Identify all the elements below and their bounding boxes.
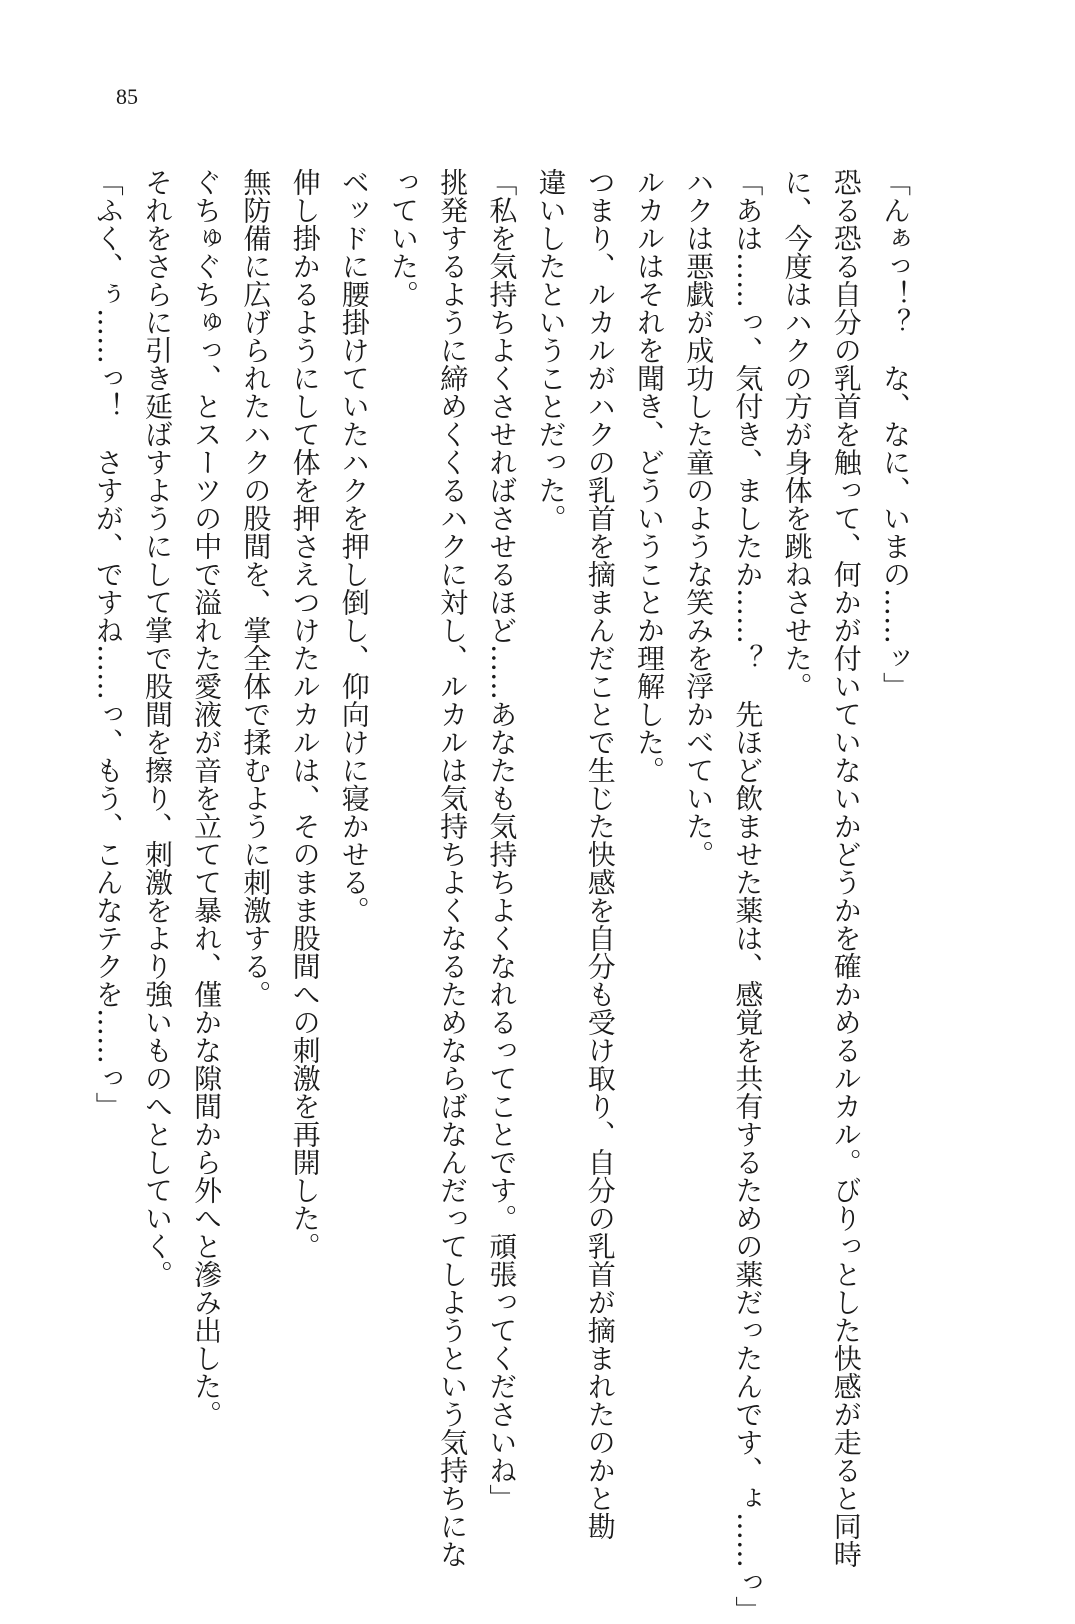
text-line: 無防備に広げられたハクの股間を、掌全体で揉むように刺激する。 <box>239 168 273 1008</box>
text-line: 「ふく、ぅ……っ！ さすが、ですね……っ、もう、こんなテクを……っ」 <box>91 168 125 1120</box>
text-line: 恐る恐る自分の乳首を触って、何かが付いていないかどうかを確かめるルカル。びりっとした快感が走ると同時 <box>829 168 863 1568</box>
text-line: 違いしたということだった。 <box>534 168 568 532</box>
text-line: つまり、ルカルがハクの乳首を摘まんだことで生じた快感を自分も受け取り、自分の乳首が摘まれたのかと勘 <box>583 168 617 1540</box>
text-line: 伸し掛かるようにして体を押さえつけたルカルは、そのまま股間への刺激を再開した。 <box>288 168 322 1260</box>
text-line: 挑発するように締めくくるハクに対し、ルカルは気持ちよくなるためならばなんだってしようという気持ちにな <box>436 168 470 1568</box>
text-line: 「あは……っ、気付き、ましたか……？ 先ほど飲ませた薬は、感覚を共有するための薬だったんです、ょ……っ」 <box>731 168 765 1624</box>
text-line: ぐちゅぐちゅっ、とスーツの中で溢れた愛液が音を立てて暴れ、僅かな隙間から外へと滲み出した。 <box>190 168 224 1428</box>
text-line: 「んぁっ！？ な、なに、いまの……ッ」 <box>879 168 912 700</box>
text-line: 「私を気持ちよくさせればさせるほど……あなたも気持ちよくなれるってことです。頑張ってくださいね」 <box>485 168 519 1512</box>
text-line: ルカルはそれを聞き、どういうことか理解した。 <box>632 168 666 784</box>
text-line: っていた。 <box>386 168 420 308</box>
text-line: それをさらに引き延ばすようにして掌で股間を擦り、刺激をより強いものへとしていく。 <box>140 168 174 1288</box>
text-line: ハクは悪戯が成功した童のような笑みを浮かべていた。 <box>682 168 716 868</box>
page-number: 85 <box>116 84 138 109</box>
text-line: に、今度はハクの方が身体を跳ねさせた。 <box>780 168 814 700</box>
text-line: ベッドに腰掛けていたハクを押し倒し、仰向けに寝かせる。 <box>337 168 371 924</box>
body-text <box>91 168 920 1624</box>
